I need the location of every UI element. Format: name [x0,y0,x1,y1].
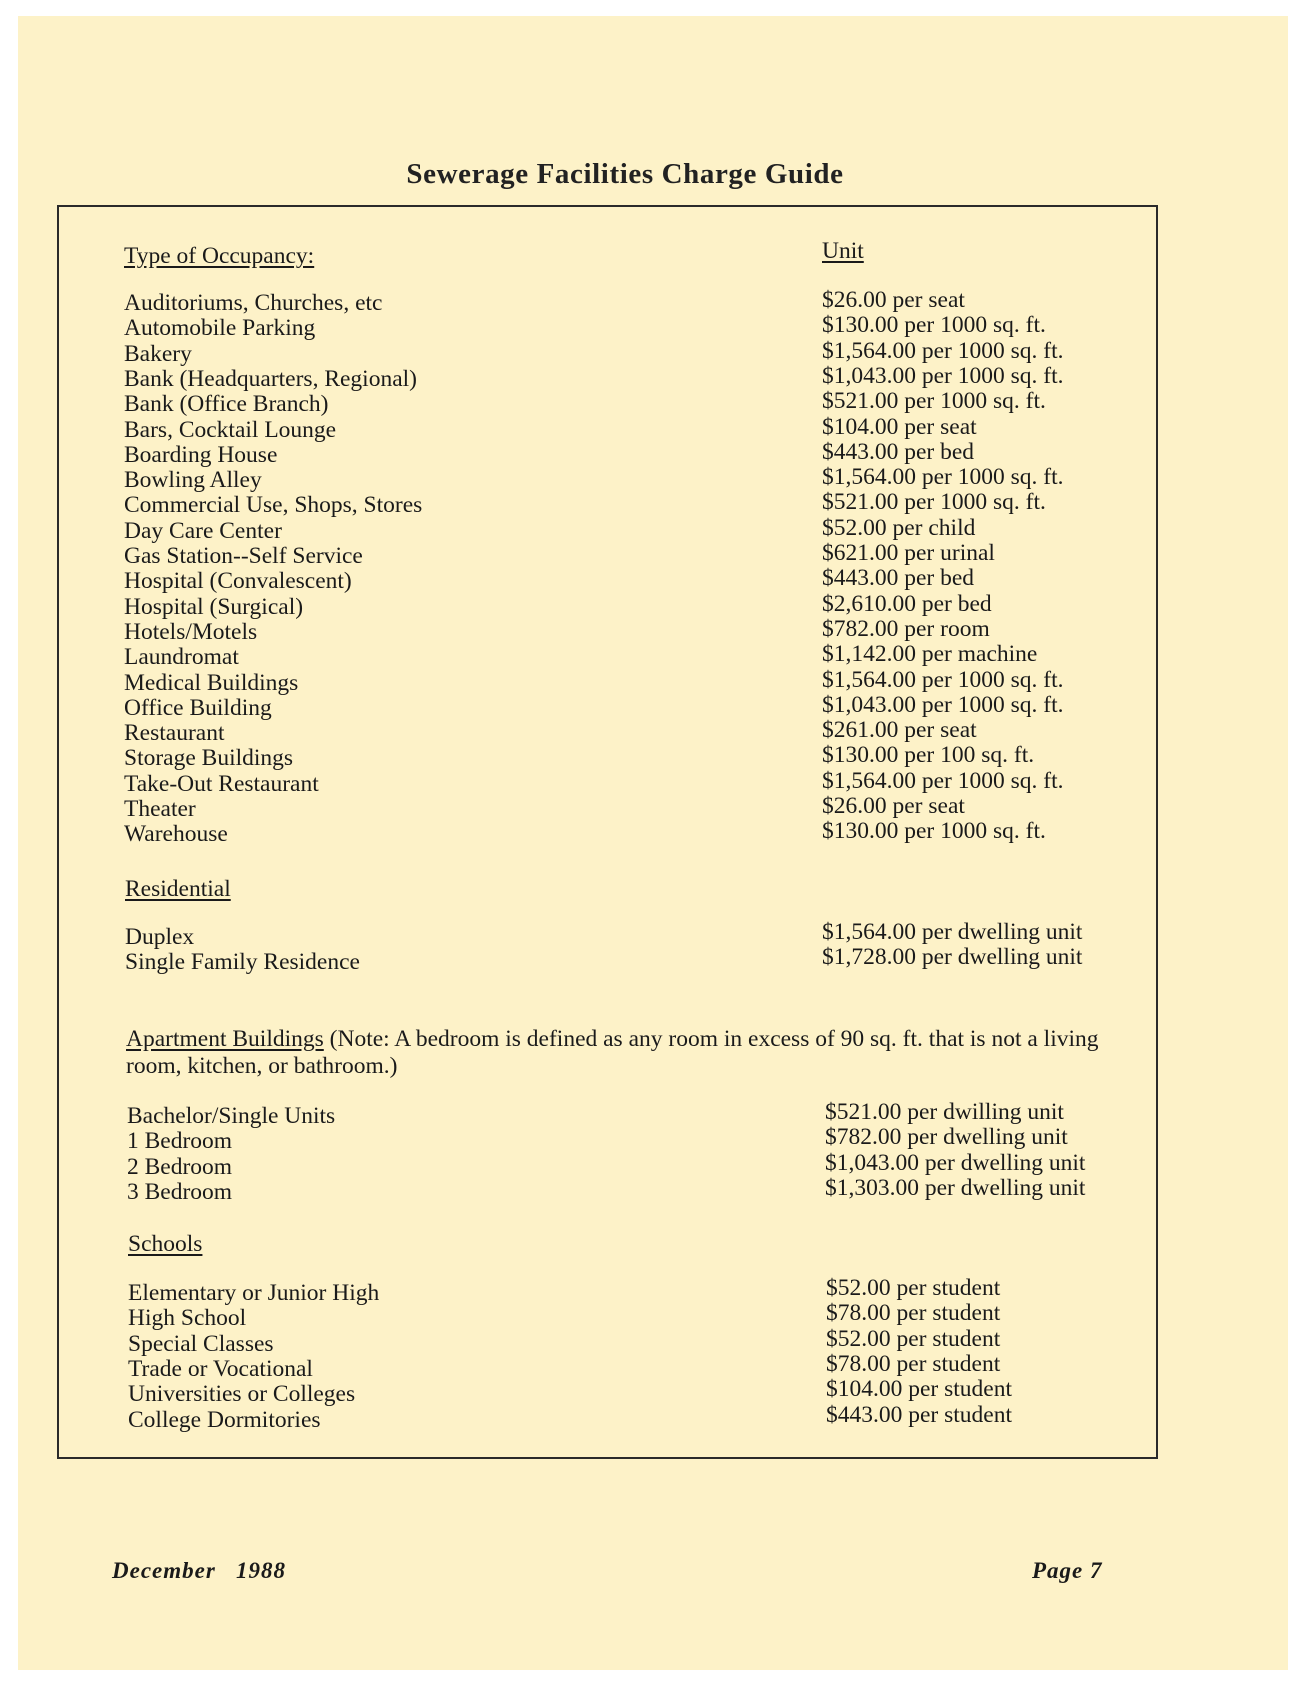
unit-charge: $1,043.00 per dwelling unit [825,1149,1086,1176]
occupancy-type: Medical Buildings [124,669,299,696]
footer-page-number: Page 7 [1032,1558,1103,1583]
unit-charge: $621.00 per urinal [822,540,995,566]
occupancy-type: Hospital (Convalescent) [124,568,352,595]
schools-heading: Schools [128,1231,203,1257]
unit-charge: $52.00 per student [826,1275,1001,1301]
occupancy-type: High School [128,1305,247,1332]
occupancy-type: College Dormitories [128,1406,321,1433]
occupancy-type: 1 Bedroom [127,1128,233,1155]
unit-charge: $2,610.00 per bed [822,590,992,617]
occupancy-type: Universities or Colleges [128,1381,356,1408]
unit-charge: $52.00 per student [826,1325,1001,1352]
unit-charge: $443.00 per bed [822,438,975,465]
unit-charge: $1,564.00 per 1000 sq. ft. [822,666,1064,693]
bedroom-note: (Note: A bedroom is defined as any room in excess of 90 sq. ft. that is not a living room, kitchen, or bathroom.) [126,1026,1099,1079]
occupancy-type: Duplex [125,924,195,950]
occupancy-type: Restaurant [124,720,225,747]
occupancy-type: Gas Station--Self Service [124,543,363,569]
occupancy-type: Hotels/Motels [124,618,258,645]
unit-charge: $1,043.00 per 1000 sq. ft. [822,362,1064,389]
unit-charge: $130.00 per 100 sq. ft. [822,742,1035,769]
occupancy-type-header: Type of Occupancy: [124,243,315,269]
unit-charge: $1,564.00 per 1000 sq. ft. [822,337,1064,364]
unit-charge: $1,043.00 per 1000 sq. ft. [822,691,1064,718]
unit-header: Unit [822,238,864,264]
occupancy-type: Bank (Office Branch) [124,391,329,418]
unit-charge: $130.00 per 1000 sq. ft. [822,312,1046,339]
unit-charge: $104.00 per seat [822,413,977,440]
unit-charge: $1,728.00 per dwelling unit [822,944,1083,971]
occupancy-type: 3 Bedroom [127,1178,233,1205]
occupancy-type: Special Classes [128,1330,274,1357]
unit-charge: $1,564.00 per 1000 sq. ft. [822,464,1064,491]
occupancy-type: Theater [124,796,196,822]
unit-charge: $521.00 per 1000 sq. ft. [822,388,1046,415]
unit-charge: $261.00 per seat [822,717,977,744]
unit-charge: $521.00 per dwilling unit [825,1099,1064,1125]
unit-charge: $443.00 per student [826,1401,1013,1428]
unit-charge: $1,564.00 per 1000 sq. ft. [822,767,1064,794]
unit-charge: $1,564.00 per dwelling unit [822,919,1083,945]
occupancy-type: Storage Buildings [124,745,294,772]
occupancy-type: Bank (Headquarters, Regional) [124,365,417,392]
occupancy-type: Commercial Use, Shops, Stores [124,492,423,519]
unit-charge: $443.00 per bed [822,565,975,592]
occupancy-type: Warehouse [124,821,228,848]
occupancy-type: 2 Bedroom [127,1153,233,1180]
page-title: Sewerage Facilities Charge Guide [406,158,844,190]
unit-charge: $1,142.00 per machine [822,641,1038,668]
unit-charge: $782.00 per room [822,615,990,642]
footer-date: December 1988 [112,1558,287,1583]
unit-charge: $26.00 per seat [822,287,965,313]
occupancy-type: Bakery [124,340,192,367]
unit-charge: $104.00 per student [826,1376,1013,1403]
occupancy-type: Hospital (Surgical) [124,593,304,620]
unit-charge: $26.00 per seat [822,793,965,819]
residential-heading: Residential [125,876,231,902]
occupancy-type: Office Building [124,694,272,721]
unit-charge: $78.00 per student [826,1350,1001,1377]
occupancy-type: Automobile Parking [124,315,316,342]
occupancy-type: Elementary or Junior High [128,1280,380,1306]
unit-charge: $1,303.00 per dwelling unit [825,1174,1086,1201]
occupancy-type: Single Family Residence [125,949,360,976]
occupancy-type: Boarding House [124,441,278,468]
occupancy-type: Bowling Alley [124,467,262,494]
unit-charge: $78.00 per student [826,1300,1001,1327]
occupancy-type: Take-Out Restaurant [124,770,319,797]
occupancy-type: Laundromat [124,644,239,671]
unit-charge: $782.00 per dwelling unit [825,1124,1068,1151]
apartment-buildings-heading [126,1026,1136,1080]
occupancy-type: Day Care Center [124,517,282,544]
unit-charge: $130.00 per 1000 sq. ft. [822,818,1046,845]
unit-charge: $52.00 per child [822,514,976,541]
occupancy-type: Trade or Vocational [128,1355,313,1382]
occupancy-type: Bachelor/Single Units [127,1103,336,1129]
unit-charge: $521.00 per 1000 sq. ft. [822,489,1046,516]
occupancy-type: Bars, Cocktail Lounge [124,416,337,443]
apartment-heading: Apartment Buildings [126,1026,324,1052]
occupancy-type: Auditoriums, Churches, etc [124,290,383,316]
